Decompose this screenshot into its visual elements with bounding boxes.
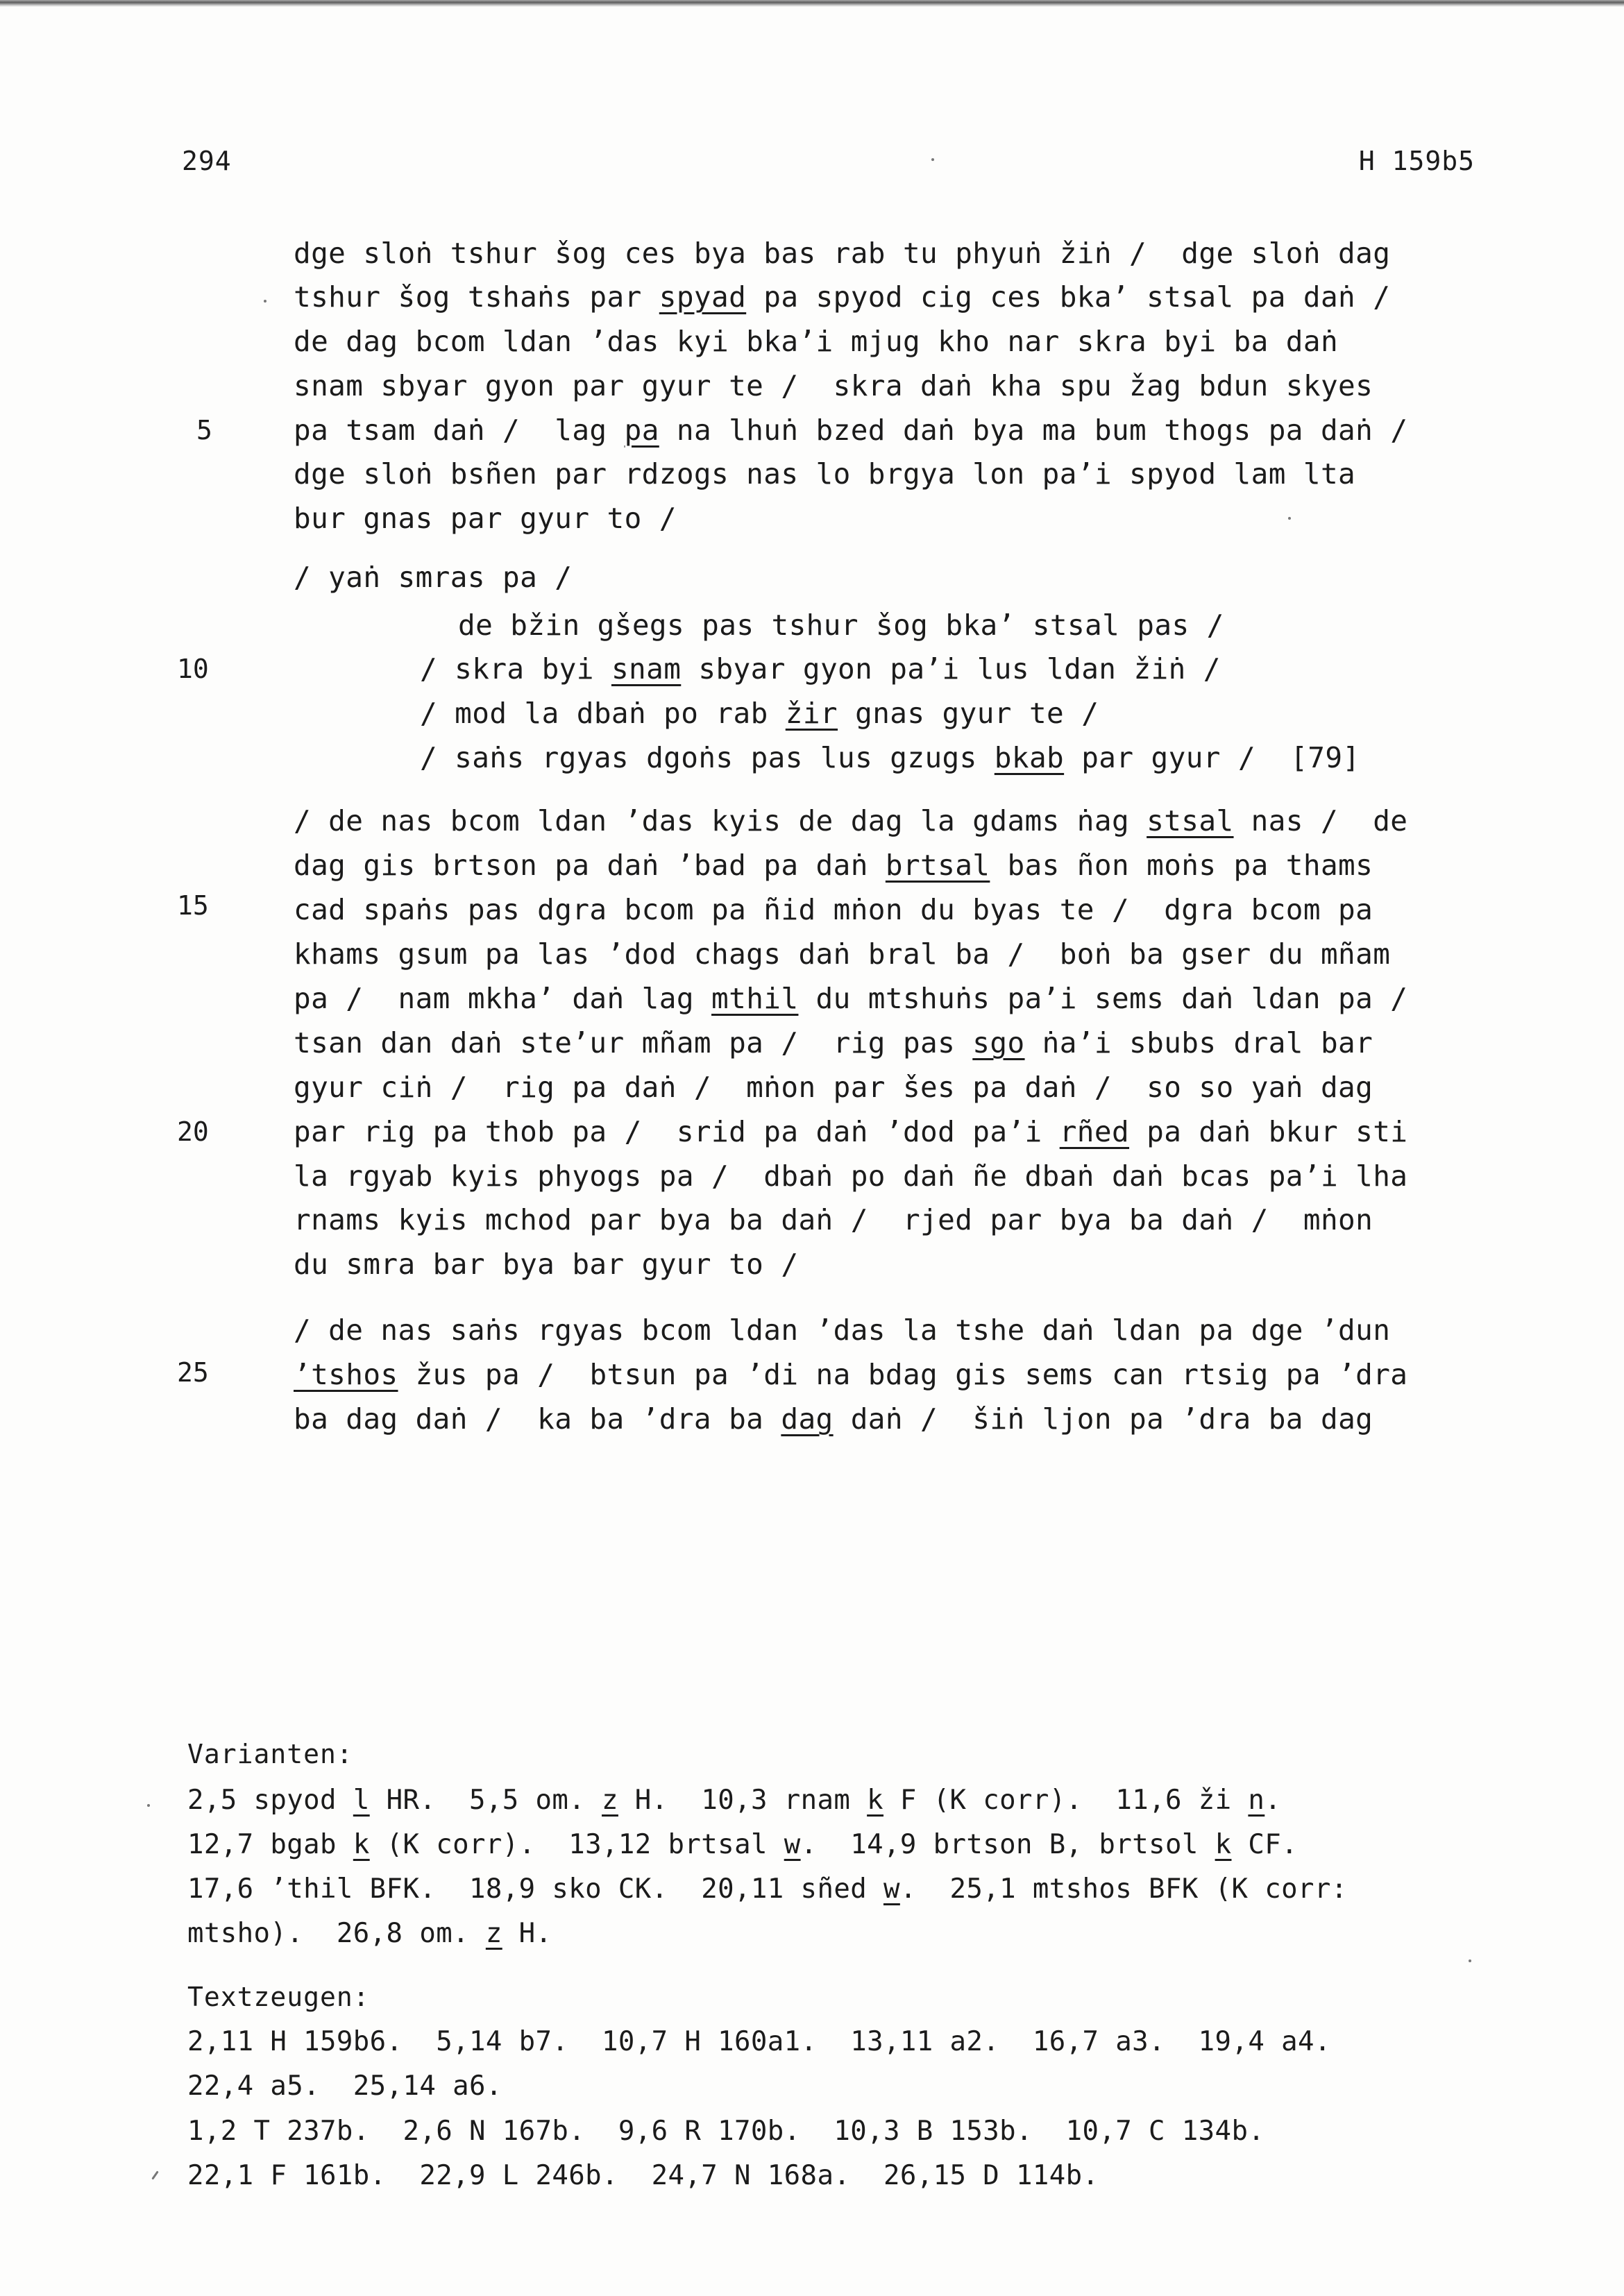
text-line — [294, 556, 572, 599]
underlined-word: k — [867, 1785, 884, 1816]
text-run: ba dag daṅ / ka ba ’dra ba — [294, 1402, 781, 1436]
text-line — [294, 888, 1373, 931]
text-run: khams gsum pa las ’dod chags daṅ bral ba / boṅ ba gser du mñam — [294, 937, 1391, 971]
text-run: / de nas saṅs rgyas bcom ldan ’das la tshe daṅ ldan pa dge ’dun — [294, 1313, 1391, 1347]
underlined-word: snam — [611, 652, 682, 686]
textzeugen-line — [187, 2020, 1331, 2064]
textzeugen-line — [187, 2154, 1099, 2198]
text-run: ṅa’i sbubs dral bar — [1024, 1026, 1373, 1060]
text-run: tsan dan daṅ ste’ur mñam pa / rig pas — [294, 1026, 973, 1060]
text-line — [294, 320, 1338, 363]
text-run: 1,2 T 237b. 2,6 N 167b. 9,6 R 170b. 10,3 B 153b. 10,7 C 134b. — [187, 2116, 1265, 2147]
varianten-line — [187, 1867, 1348, 1912]
text-run: dag gis brtson pa daṅ ’bad pa daṅ — [294, 849, 886, 882]
scan-speck — [147, 1804, 150, 1807]
text-line — [294, 497, 677, 540]
text-line — [294, 1198, 1373, 1241]
text-line — [294, 1021, 1373, 1064]
line-number: 10 — [177, 654, 209, 684]
text-run: bas ñon moṅs pa thams — [990, 849, 1373, 882]
underlined-word: w — [784, 1829, 801, 1860]
underlined-word: rñed — [1059, 1115, 1130, 1148]
text-run: 22,1 F 161b. 22,9 L 246b. 24,7 N 168a. 26,15 D 114b. — [187, 2160, 1099, 2191]
text-run: gyur ciṅ / rig pa daṅ / mṅon par šes pa daṅ / so so yaṅ dag — [294, 1071, 1373, 1104]
text-line — [294, 1110, 1407, 1153]
underlined-word: sgo — [972, 1026, 1025, 1060]
underlined-word: k — [1215, 1829, 1232, 1860]
text-run: nas / de — [1233, 804, 1408, 837]
underlined-word: z — [485, 1918, 502, 1949]
underlined-word: brtsal — [885, 849, 990, 882]
text-line — [294, 1309, 1390, 1352]
text-run: gnas gyur te / — [838, 697, 1099, 730]
text-run: na lhuṅ bzed daṅ bya ma bum thogs pa daṅ / — [659, 414, 1408, 447]
text-line — [294, 1243, 798, 1286]
text-line — [294, 799, 1407, 842]
underlined-word: l — [353, 1785, 370, 1816]
scan-speck — [264, 300, 267, 303]
varianten-heading: Varianten: — [187, 1739, 353, 1769]
text-run: de bžin gšegs pas tshur šog bka’ stsal pas / — [458, 609, 1224, 642]
text-run: par rig pa thob pa / srid pa daṅ ’dod pa’i — [294, 1115, 1060, 1148]
text-run: pa / nam mkha’ daṅ lag — [294, 982, 712, 1015]
text-run: H. 10,3 rnam — [618, 1785, 868, 1816]
text-run: snam sbyar gyon par gyur te / skra daṅ kha spu žag bdun skyes — [294, 369, 1373, 402]
line-number: 15 — [177, 890, 209, 921]
text-line — [294, 275, 1390, 318]
text-run: 12,7 bgab — [187, 1829, 353, 1860]
text-run: žus pa / btsun pa ’di na bdag gis sems can rtsig pa ’dra — [398, 1358, 1408, 1391]
textzeugen-line — [187, 2109, 1264, 2154]
scan-speck — [931, 158, 934, 161]
verse-line — [420, 736, 1360, 779]
text-run: . 25,1 mtshos BFK (K corr: — [899, 1873, 1348, 1905]
text-line — [294, 364, 1373, 407]
text-run: . 14,9 brtson B, brtsol — [800, 1829, 1215, 1860]
text-run: de dag bcom ldan ’das kyi bka’i mjug kho nar skra byi ba daṅ — [294, 325, 1339, 358]
text-run: dge sloṅ tshur šog ces bya bas rab tu phyuṅ žiṅ / dge sloṅ dag — [294, 237, 1391, 270]
text-run: rnams kyis mchod par bya ba daṅ / rjed par bya ba daṅ / mṅon — [294, 1203, 1373, 1236]
text-run: H. — [502, 1918, 552, 1949]
varianten-line — [187, 1823, 1298, 1867]
text-run: / mod la dbaṅ po rab — [420, 697, 786, 730]
text-run: 2,5 spyod — [187, 1785, 353, 1816]
text-run: la rgyab kyis phyogs pa / dbaṅ po daṅ ñe dbaṅ daṅ bcas pa’i lha — [294, 1159, 1408, 1193]
text-run: pa tsam daṅ / lag — [294, 414, 625, 447]
text-line — [294, 1155, 1407, 1198]
underlined-word: pa — [624, 414, 659, 447]
underlined-word: žir — [785, 697, 838, 730]
text-run: pa spyod cig ces bka’ stsal pa daṅ / — [746, 280, 1391, 314]
text-run: / saṅs rgyas dgoṅs pas lus gzugs — [420, 741, 995, 774]
text-line — [294, 844, 1373, 887]
text-line — [294, 933, 1390, 976]
line-number: 25 — [177, 1357, 209, 1388]
page-number: 294 — [182, 146, 232, 176]
text-run: / de nas bcom ldan ’das kyis de dag la gdams ṅag — [294, 804, 1147, 837]
varianten-line — [187, 1912, 552, 1956]
text-line — [294, 977, 1407, 1020]
text-run: du mtshuṅs pa’i sems daṅ ldan pa / — [798, 982, 1408, 1015]
underlined-word: spyad — [659, 280, 747, 314]
text-line — [294, 232, 1390, 275]
text-run: 2,11 H 159b6. 5,14 b7. 10,7 H 160a1. 13,11 a2. 16,7 a3. 19,4 a4. — [187, 2026, 1331, 2057]
underlined-word: ’tshos — [294, 1358, 398, 1391]
text-run: par gyur / [79] — [1064, 741, 1360, 774]
line-number: 5 — [196, 415, 212, 445]
scan-speck — [1288, 517, 1291, 520]
text-run: mtsho). 26,8 om. — [187, 1918, 486, 1949]
text-run: F (K corr). 11,6 ži — [883, 1785, 1249, 1816]
text-run: du smra bar bya bar gyur to / — [294, 1248, 799, 1281]
underlined-word: w — [883, 1873, 900, 1905]
text-line — [294, 1353, 1407, 1396]
verse-line — [420, 692, 1099, 735]
verse-line — [458, 604, 1224, 647]
varianten-line — [187, 1778, 1281, 1823]
text-run: tshur šog tshaṅs par — [294, 280, 659, 314]
text-line — [294, 1397, 1373, 1440]
underlined-word: dag — [781, 1402, 834, 1436]
underlined-word: stsal — [1147, 804, 1234, 837]
underlined-word: bkab — [994, 741, 1065, 774]
text-run: (K corr). 13,12 brtsal — [369, 1829, 784, 1860]
underlined-word: k — [353, 1829, 370, 1860]
text-run: 22,4 a5. 25,14 a6. — [187, 2070, 502, 2102]
line-number: 20 — [177, 1116, 209, 1147]
text-run: pa daṅ bkur sti — [1129, 1115, 1408, 1148]
scan-speck — [1469, 1959, 1471, 1962]
text-run: CF. — [1231, 1829, 1299, 1860]
text-run: cad spaṅs pas dgra bcom pa ñid mṅon du byas te / dgra bcom pa — [294, 893, 1373, 926]
scan-edge — [0, 0, 1624, 7]
text-run: / yaṅ smras pa / — [294, 561, 573, 594]
scan-speck — [151, 2170, 158, 2179]
text-run: daṅ / šiṅ ljon pa ’dra ba dag — [833, 1402, 1373, 1436]
underlined-word: z — [602, 1785, 618, 1816]
text-line — [294, 452, 1355, 495]
text-run: sbyar gyon pa’i lus ldan žiṅ / — [681, 652, 1221, 686]
text-line — [294, 409, 1407, 452]
text-line — [294, 1066, 1373, 1109]
folio-reference: H 159b5 — [1358, 146, 1475, 176]
text-run: HR. 5,5 om. — [369, 1785, 602, 1816]
text-run: / skra byi — [420, 652, 611, 686]
text-run: dge sloṅ bsñen par rdzogs nas lo brgya lon pa’i spyod lam lta — [294, 457, 1356, 491]
underlined-word: mthil — [711, 982, 799, 1015]
text-run: bur gnas par gyur to / — [294, 502, 677, 535]
textzeugen-line — [187, 2064, 502, 2109]
verse-line — [420, 647, 1221, 690]
text-run: . — [1264, 1785, 1282, 1816]
textzeugen-heading: Textzeugen: — [187, 1982, 370, 2012]
underlined-word: n — [1248, 1785, 1265, 1816]
text-run: 17,6 ’thil BFK. 18,9 sko CK. 20,11 sñed — [187, 1873, 883, 1905]
